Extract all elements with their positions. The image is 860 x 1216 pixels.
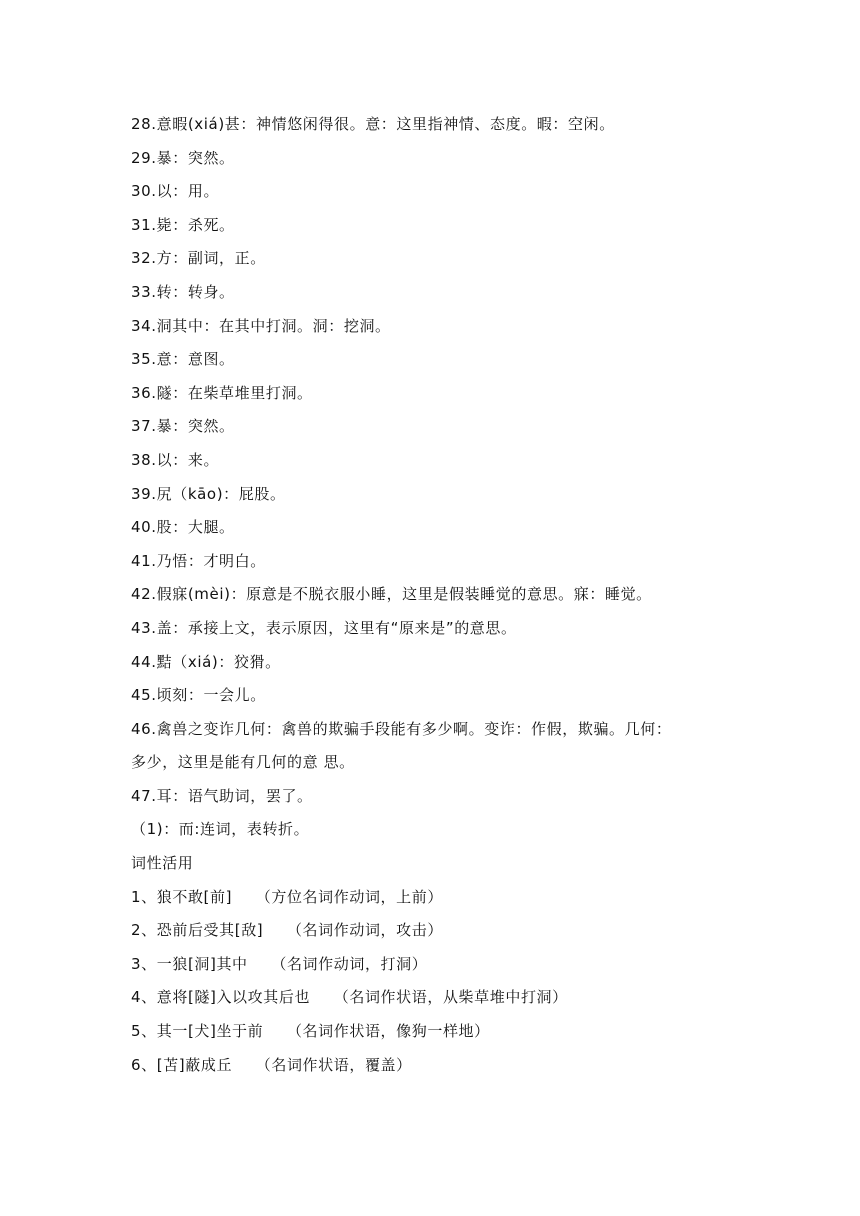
usage-item-2: 2、恐前后受其[敌] （名词作动词，攻击） [131,921,443,940]
annotation-35: 35.意：意图。 [131,350,235,369]
annotation-40: 40.股：大腿。 [131,518,235,537]
annotation-29: 29.暴：突然。 [131,148,235,167]
annotation-47: 47.耳：语气助词，罢了。 [131,786,313,805]
usage-item-3: 3、一狼[洞]其中 （名词作动词，打洞） [131,954,428,973]
annotation-41: 41.乃悟：才明白。 [131,551,266,570]
annotation-44: 44.黠（xiá)：狡猾。 [131,652,281,671]
annotation-28: 28.意暇(xiá)甚：神情悠闲得很。意：这里指神情、态度。暇：空闲。 [131,115,615,133]
annotation-31: 31.毙：杀死。 [131,215,235,234]
annotation-43: 43.盖：承接上文，表示原因，这里有“原来是”的意思。 [131,618,517,637]
annotation-46: 46.禽兽之变诈几何：禽兽的欺骗手段能有多少啊。变诈：作假，欺骗。几何： [131,719,672,738]
annotation-42: 42.假寐(mèi)：原意是不脱衣服小睡，这里是假装睡觉的意思。寐：睡觉。 [131,585,652,604]
annotation-34: 34.洞其中：在其中打洞。洞：挖洞。 [131,316,391,335]
annotation-38: 38.以：来。 [131,450,220,469]
section-heading: 词性活用 [131,854,194,873]
usage-item-6: 6、[苫]蔽成丘 （名词作状语，覆盖） [131,1055,412,1074]
annotation-37: 37.暴：突然。 [131,417,235,436]
usage-item-5: 5、其一[犬]坐于前 （名词作状语，像狗一样地） [131,1022,490,1041]
annotation-46-continued: 多少，这里是能有几何的意 思。 [131,753,355,772]
annotation-er: （1)：而:连词，表转折。 [131,820,310,839]
annotation-33: 33.转：转身。 [131,282,235,301]
annotation-39: 39.尻（kāo)：屁股。 [131,484,286,503]
annotation-45: 45.顷刻：一会儿。 [131,686,266,705]
annotation-30: 30.以：用。 [131,182,220,201]
usage-item-1: 1、狼不敢[前] （方位名词作动词，上前） [131,887,443,906]
annotation-32: 32.方：副词，正。 [131,249,266,268]
document-body [131,108,751,1082]
annotation-36: 36.隧：在柴草堆里打洞。 [131,383,313,402]
usage-item-4: 4、意将[隧]入以攻其后也 （名词作状语，从柴草堆中打洞） [131,988,568,1007]
